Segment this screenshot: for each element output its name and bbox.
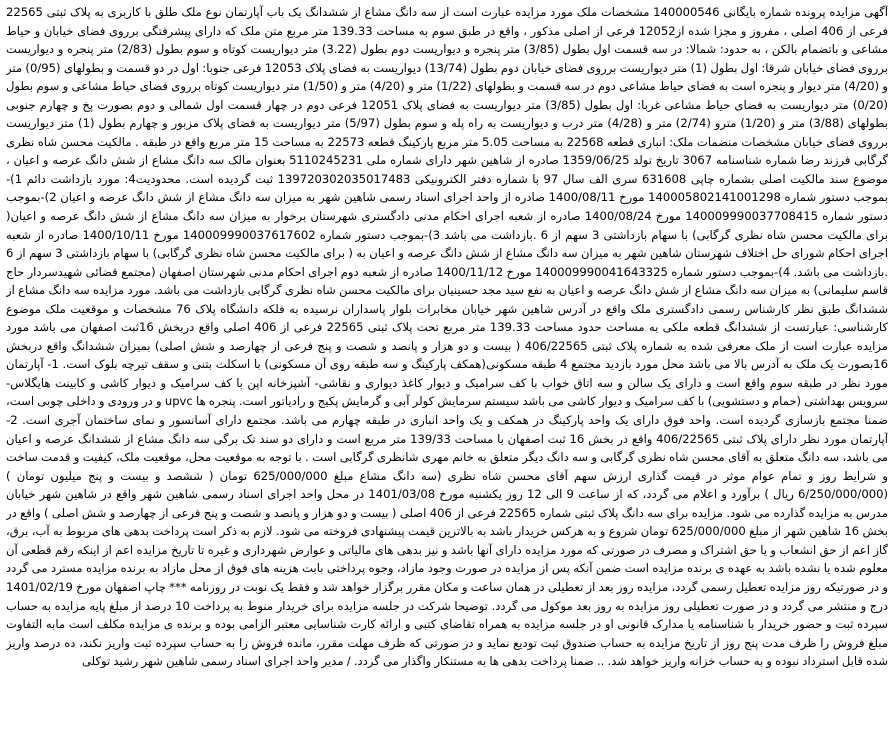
auction-notice xyxy=(6,3,888,747)
auction-notice-text: آگهی مزایده پرونده شماره بایگانی 140000546 مشخصات ملک مورد مزایده عبارت است از سه دانگ مشاع از ششدانگ یک باب آپارتمان نوع ملک طلق با کاربری به پلاک ثبتی 22565 فرعی از 406 اصلی ، مفروز و مجزا شده از12052 فرعی از اصلی مذکور ، واقع در طبق سوم به مساحت 139.33 متر مربع متن ملک که دارای پیشرفتگی بررو‌ی فضای خیابان و حیاط مشاعی و باتضمام بالکن ، به حدود: شمالا: در سه قسمت اول بطول (3/85) متر پنجره و دیواریست دوم بطول (3.22) متر دیواریست کوتاه و سوم بطول (2/83) متر پنجره و دیواریست برروی فضای خیابان شرقا: اول بطول (1) متر دیواریست برروی فضای خیابان دوم بطول (13/74) دیواریست به فضای پلاک 12053 فرعی جنوبا: اول در دو قسمت و بطولهای (0/95) متر و (4/20) متر دیوار و پنجره است به فضای حیاط مشاعی دوم در سه قسمت و بطولهای (1/22) متر و (4/20) متر و (1/50) متر دیواریست کوتاه برروی فضای حیاط مشاعی و سوم بطول (0/20) متر دیواریست به فضای حیاط مشاعی غربا: اول بطول (3/85) متر دیواریست به فضای پلاک 12051 فرعی دوم در چهار قسمت اول شمالی و دوم بصورت پخ و چهارم جنوبی بطولهای (3/88) متر و (1/20) مترو (2/74) متر و (4/28) متر درب و دیواریست به راه پله و سوم بطول (5/97) متر دیواریست به فضای پلاک مزبور و چهارم بطول (1) متر دیواریست برروی فضای خیابان مشخصات منضمات ملک: انباری قطعه 22568 به مساحت 5.05 متر مربع پارکینگ قطعه 22573 به مساحت 15 متر مربع واقع در طبقه . مالکیت محسن شاه نظری گرگابی فرزند رضا شماره شناسنامه 3067 تاریخ تولد 1359/06/25 صادره از شاهین شهر دارای شماره ملی 5110245231 بعنوان مالک سه دانگ مشاع از شش دانگ عرصه و اعیان ، موضوع سند مالکیت اصلی بشماره چاپی 631608 سری الف سال 97 با شماره دفتر الکترونیکی 139720302035017483 ثبت گردیده است. محدودیت4: مورد بازداشت دائم 1)-بموجب دستور شماره 140005802141001298 مورخ 1400/08/11 صادره از واحد اجرای اسناد رسمی شاهین شهر به میزان سه دانگ مشاع از شش دانگ عرصه و اعیان 2)-بموجب دستور شماره 140009990037708415 مورخ 1400/08/24 صادره از شعبه اجرای احکام مدنی دادگستری شهرستان برخوار به میزان سه دانگ مشاع از شش دانگ عرصه و اعیان( برای مالکیت محسن شاه نظری گرگابی) با سهام بازداشتی 3 سهم از 6 .بازداشت می باشد 3)-بموجب دستور شماره 140009990037617602 مورخ 1400/10/11 صادره از شعبه اجرای احکام شورای حل اختلاف شهرستان شاهین شهر به میزان سه دانگ مشاع از شش دانگ عرصه و اعیان به ( برای مالکیت محسن شاه نظری گرگابی) با سهام بازداشتی 3 سهم از 6 .بازداشت می باشد. 4)-بموجب دستور شماره 140009990041643325 مورخ 1400/11/12 صادره از شعبه دوم اجرای احکام مدنی شهرستان اصفهان (مجتمع قضائی شهیدسردار حاج قاسم سلیمانی) به میزان سه دانگ مشاع از شش دانگ عرصه و اعیان به نفع سید مجد حسینیان برای مالکیت محسن شاه نظری گرگابی بازداشت می باشد. مورد مزایده سه دانگ مشاع از ششدانگ طبق نظر کارشناس رسمی دادگستری ملک واقع در آدرس شاهین شهر خیابان مخابرات بلوار پاسداران نرسیده به فلکه دانشگاه پلاک 76 مشخصات و موقعیت ملک موضوع کارشناسی: عبارتست از ششدانگ قطعه ملکی به مساحت حدود مساحت 139.33 متر مربع تحت پلاک ثبتی 22565 فرعی از 406 اصلی واقع دربخش 16ثبت اصفهان می باشد مورد مزایده عبارت است از ملک معرفی شده به شماره پلاک ثبتی 406/22565 ( بیست و دو هزار و پانصد و شصت و پنج فرعی از چهارصد و شش اصلی) بمیزان ششدانگ واقع دربخش 16بصورت یک ملک به آدرس بالا می باشد محل مورد بازدید مجتمع 4 طبقه مسکونی(همکف پارکینگ و سه طبقه روی آن مسکونی) با اسکلت بتنی و سقف تیرچه بلوک است. 1- آپارتمان مورد نظر در طبقه سوم واقع است و دارای یک سالن و سه اتاق خواب با کف سرامیک و دیوار کاغذ دیواری و نقاشی- آشپزخانه اپن با کف سرامیک و دیوار کاشی و کابینت هایگلاس- سرویس بهداشتی (حمام و دستشویی) با کف سرامیک و دیوار کاشی می باشد سیستم سرمایش کولر آبی و گرمایش پکیج و رادیاتور است. پنجره ها upvc و در ورودی و داخلی چوبی است، ضمنا مجتمع بازسازی گردیده است. واحد فوق دارای یک واحد پارکینگ در همکف و یک واحد انباری در طبقه چهارم می باشد. مجتمع دارای آسانسور و نمای ساختمان آجری است. 2- آپارتمان مورد نظر دارای پلاک ثبتی 406/22565 واقع در بخش 16 ثبت اصفهان با مساحت 139/33 متر مربع است و دارای دو سند تک برگی سه دانگ مشاع از ششدانگ عرصه و اعیان می باشد، سه دانگ متعلق به آقای محسن شاه نظری گرگابی و سه دانگ دیگر متعلق به خانم مهری شانظری گرگابی است . با توجه به موقعیت محل، موقعیت ملک، کیفیت و قدمت ساخت و شرایط روز و تمام عوام موثر در قیمت گذاری ارزش سهم آقای محسن شاه نظری (سه دانگ مشاع مبلغ 625/000/000 تومان ( ششصد و بیست و پنج میلیون تومان ) (6/250/000/000 ریال ) برآورد و اعلام می گردد، که از ساعت 9 الی 12 روز یکشنبه مورخ 1401/03/08 در محل واحد اجرای اسناد رسمی شاهین شهر واقع در شاهین شهر خیابان مدرس به مزایده گذارده می شود. مزایده برای سه دانگ پلاک ثبتی شماره 22565 فرعی از 406 اصلی ( بیست و دو هزار و پانصد و شصت و پنج فرعی از چهارصد و شش اصلی ) واقع در بخش 16 شاهین شهر از مبلغ 625/000/000 تومان شروع و به هرکس خریدار باشد به بالاترین قیمت پیشنهادی فروخته می شود. لازم به ذکر است پرداخت بدهی های مربوط به آب، برق، گاز اعم از حق انشعاب و یا حق اشتراک و مصرف در صورتی که مورد مزایده دارای آنها باشد و نیز بدهی های مالیاتی و عوارض شهرداری و غیره تا تاریخ مزایده اعم از اینکه رقم قطعی آن معلوم شده یا نشده باشد به عهده ی برنده مزایده است ضمن آنکه پس از مزایده در صورت وجود مازاد، وجوه پرداختی بابت هزینه های فوق از محل مازاد به برنده مزایده مسترد می گردد و در صورتیکه روز مزایده تعطیل رسمی گردد، مزایده روز بعد از تعطیلی در همان ساعت و مکان مقرر برگزار خواهد شد و فقط یک نوبت در روزنامه *** چاپ اصفهان مورخ 1401/02/19 درج و منتشر می گردد و در صورت تعطیلی روز مزایده به روز بعد موکول می گردد. توضیحا شرکت در جلسه مزایده برای خریدار منوط به پرداخت 10 درصد از مبلغ پایه مزایده به حساب سپرده ثبت و حضور خریدار با شناسنامه یا مدارک قانونی او در جلسه مزایده به همراه تقاضای کتبی و ارائه کارت شناسایی معتبر الزامی بوده و برنده ی مزایده مکلف است مابه التفاوت مبلغ فروش را ظرف مدت پنج روز از تاریخ مزایده به حساب صندوق ثبت تودیع نماید و در صورتی که ظرف مهلت مقرر، مانده فروش را به حساب سپرده ثبت واریز نکند، ده درصد واریز شده قابل استرداد نبوده و به حساب خزانه واریز خواهد شد. .. ضمنا پرداخت بدهی ها به مستنکار واگذار می گردد. / مدیر واحد اجرای اسناد رسمی شاهین شهر رشید توکلی xyxy=(6,5,888,669)
